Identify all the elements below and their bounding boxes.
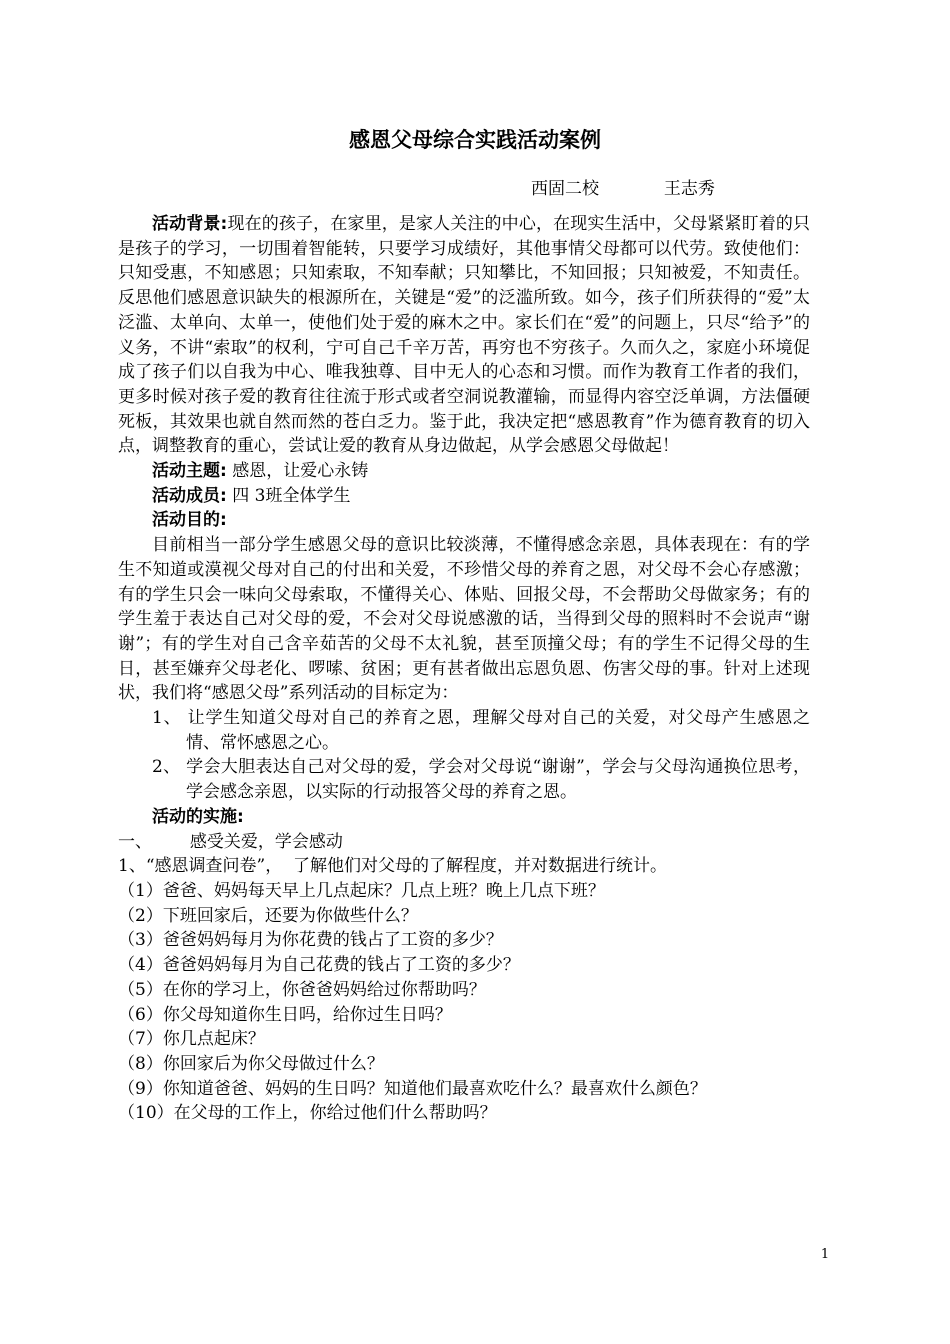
members-text: 四 3班全体学生 [232,485,351,506]
background-label: 活动背景: [152,214,228,234]
survey-intro: 1、“感恩调查问卷”， 了解他们对父母的了解程度，并对数据进行统计。 [118,856,668,877]
question-item: （10）在父母的工作上，你给过他们什么帮助吗？ [118,1103,497,1124]
members-label: 活动成员: [152,485,227,506]
purpose-line [118,508,810,533]
theme-label: 活动主题: [152,461,227,482]
question-item: （4）爸爸妈妈每月为自己花费的钱占了工资的多少？ [118,955,520,976]
implementation-label: 活动的实施: [152,806,244,827]
theme-text: 感恩，让爱心永铸 [232,461,369,482]
question-item: （5）在你的学习上，你爸爸妈妈给过你帮助吗？ [118,979,486,1000]
implementation-line [118,805,810,830]
question-item: （9）你知道爸爸、妈妈的生日吗？知道他们最喜欢吃什么？最喜欢什么颜色？ [118,1078,707,1099]
purpose-label: 活动目的: [152,510,227,531]
purpose-paragraph: 目前相当一部分学生感恩父母的意识比较淡薄，不懂得感念亲恩，具体表现在：有的学生不知道或漠视父母对自己的付出和关爱，不珍惜父母的养育之恩，对父母不会心存感激；有的学生只会一味向父母索取，不懂得关心、体贴、回报父母，不会帮助父母做家务；有的学生羞于表达自己对父母的爱，不会对父母说感激的话，当得到父母的照料时不会说声“谢谢”；有的学生对自己含辛茹苦的父母不太礼貌，甚至顶撞父母；有的学生不记得父母的生日，甚至嫌弃父母老化、啰嗦、贫困；更有甚者做出忘恩负恩、伤害父母的事。针对上述现状，我们将“感恩父母”系列活动的目标定为： [118,535,810,704]
members-line [118,484,810,509]
theme-line [118,459,810,484]
author-line: 西固二校 王志秀 [531,179,715,199]
question-item: （8）你回家后为你父母做过什么？ [118,1053,384,1074]
document-title: 感恩父母综合实践活动案例 [349,128,601,152]
goal-item: 1、 让学生知道父母对自己的养育之恩，理解父母对自己的关爱，对父母产生感恩之情、常怀感恩之心。 [152,708,810,753]
background-text: 现在的孩子，在家里，是家人关注的中心，在现实生活中，父母紧紧盯着的只是孩子的学习，一切围着智能转，只要学习成绩好，其他事情父母都可以代劳。致使他们：只知受惠，不知感恩；只知索取，不知奉献；只知攀比，不知回报；只知被爱，不知责任。反思他们感恩意识缺失的根源所在，关键是“爱”的泛滥所致。如今，孩子们所获得的“爱”太泛滥、太单向、太单一，使他们处于爱的麻木之中。家长们在“爱”的问题上，只尽“给予”的义务，不讲“索取”的权利，宁可自己千辛万苦，再穷也不穷孩子。久而久之，家庭小环境促成了孩子们以自我为中心、唯我独尊、目中无人的心态和习惯。而作为教育工作者的我们，更多时候对孩子爱的教育往往流于形式或者空洞说教灌输，而显得内容空泛单调，方法僵硬死板，其效果也就自然而然的苍白乏力。鉴于此，我决定把“感恩教育”作为德育教育的切入点，调整教育的重心，尝试让爱的教育从身边做起，从学会感恩父母做起！ [118,214,810,457]
goal-item: 2、 学会大胆表达自己对父母的爱，学会对父母说“谢谢”，学会与父母沟通换位思考，学会感念亲恩，以实际的行动报答父母的养育之恩。 [152,757,810,803]
question-item: （2）下班回家后，还要为你做些什么？ [118,905,418,926]
background-paragraph [118,212,810,459]
section-heading: 一、 感受关爱，学会感动 [118,831,343,852]
page-number: 1 [820,1247,830,1262]
document-body [118,212,810,1126]
question-item: （7）你几点起床？ [118,1029,265,1050]
question-item: （6）你父母知道你生日吗，给你过生日吗？ [118,1004,452,1025]
question-item: （3）爸爸妈妈每月为你花费的钱占了工资的多少？ [118,930,503,951]
question-item: （1）爸爸、妈妈每天早上几点起床？几点上班？晚上几点下班？ [118,880,605,901]
